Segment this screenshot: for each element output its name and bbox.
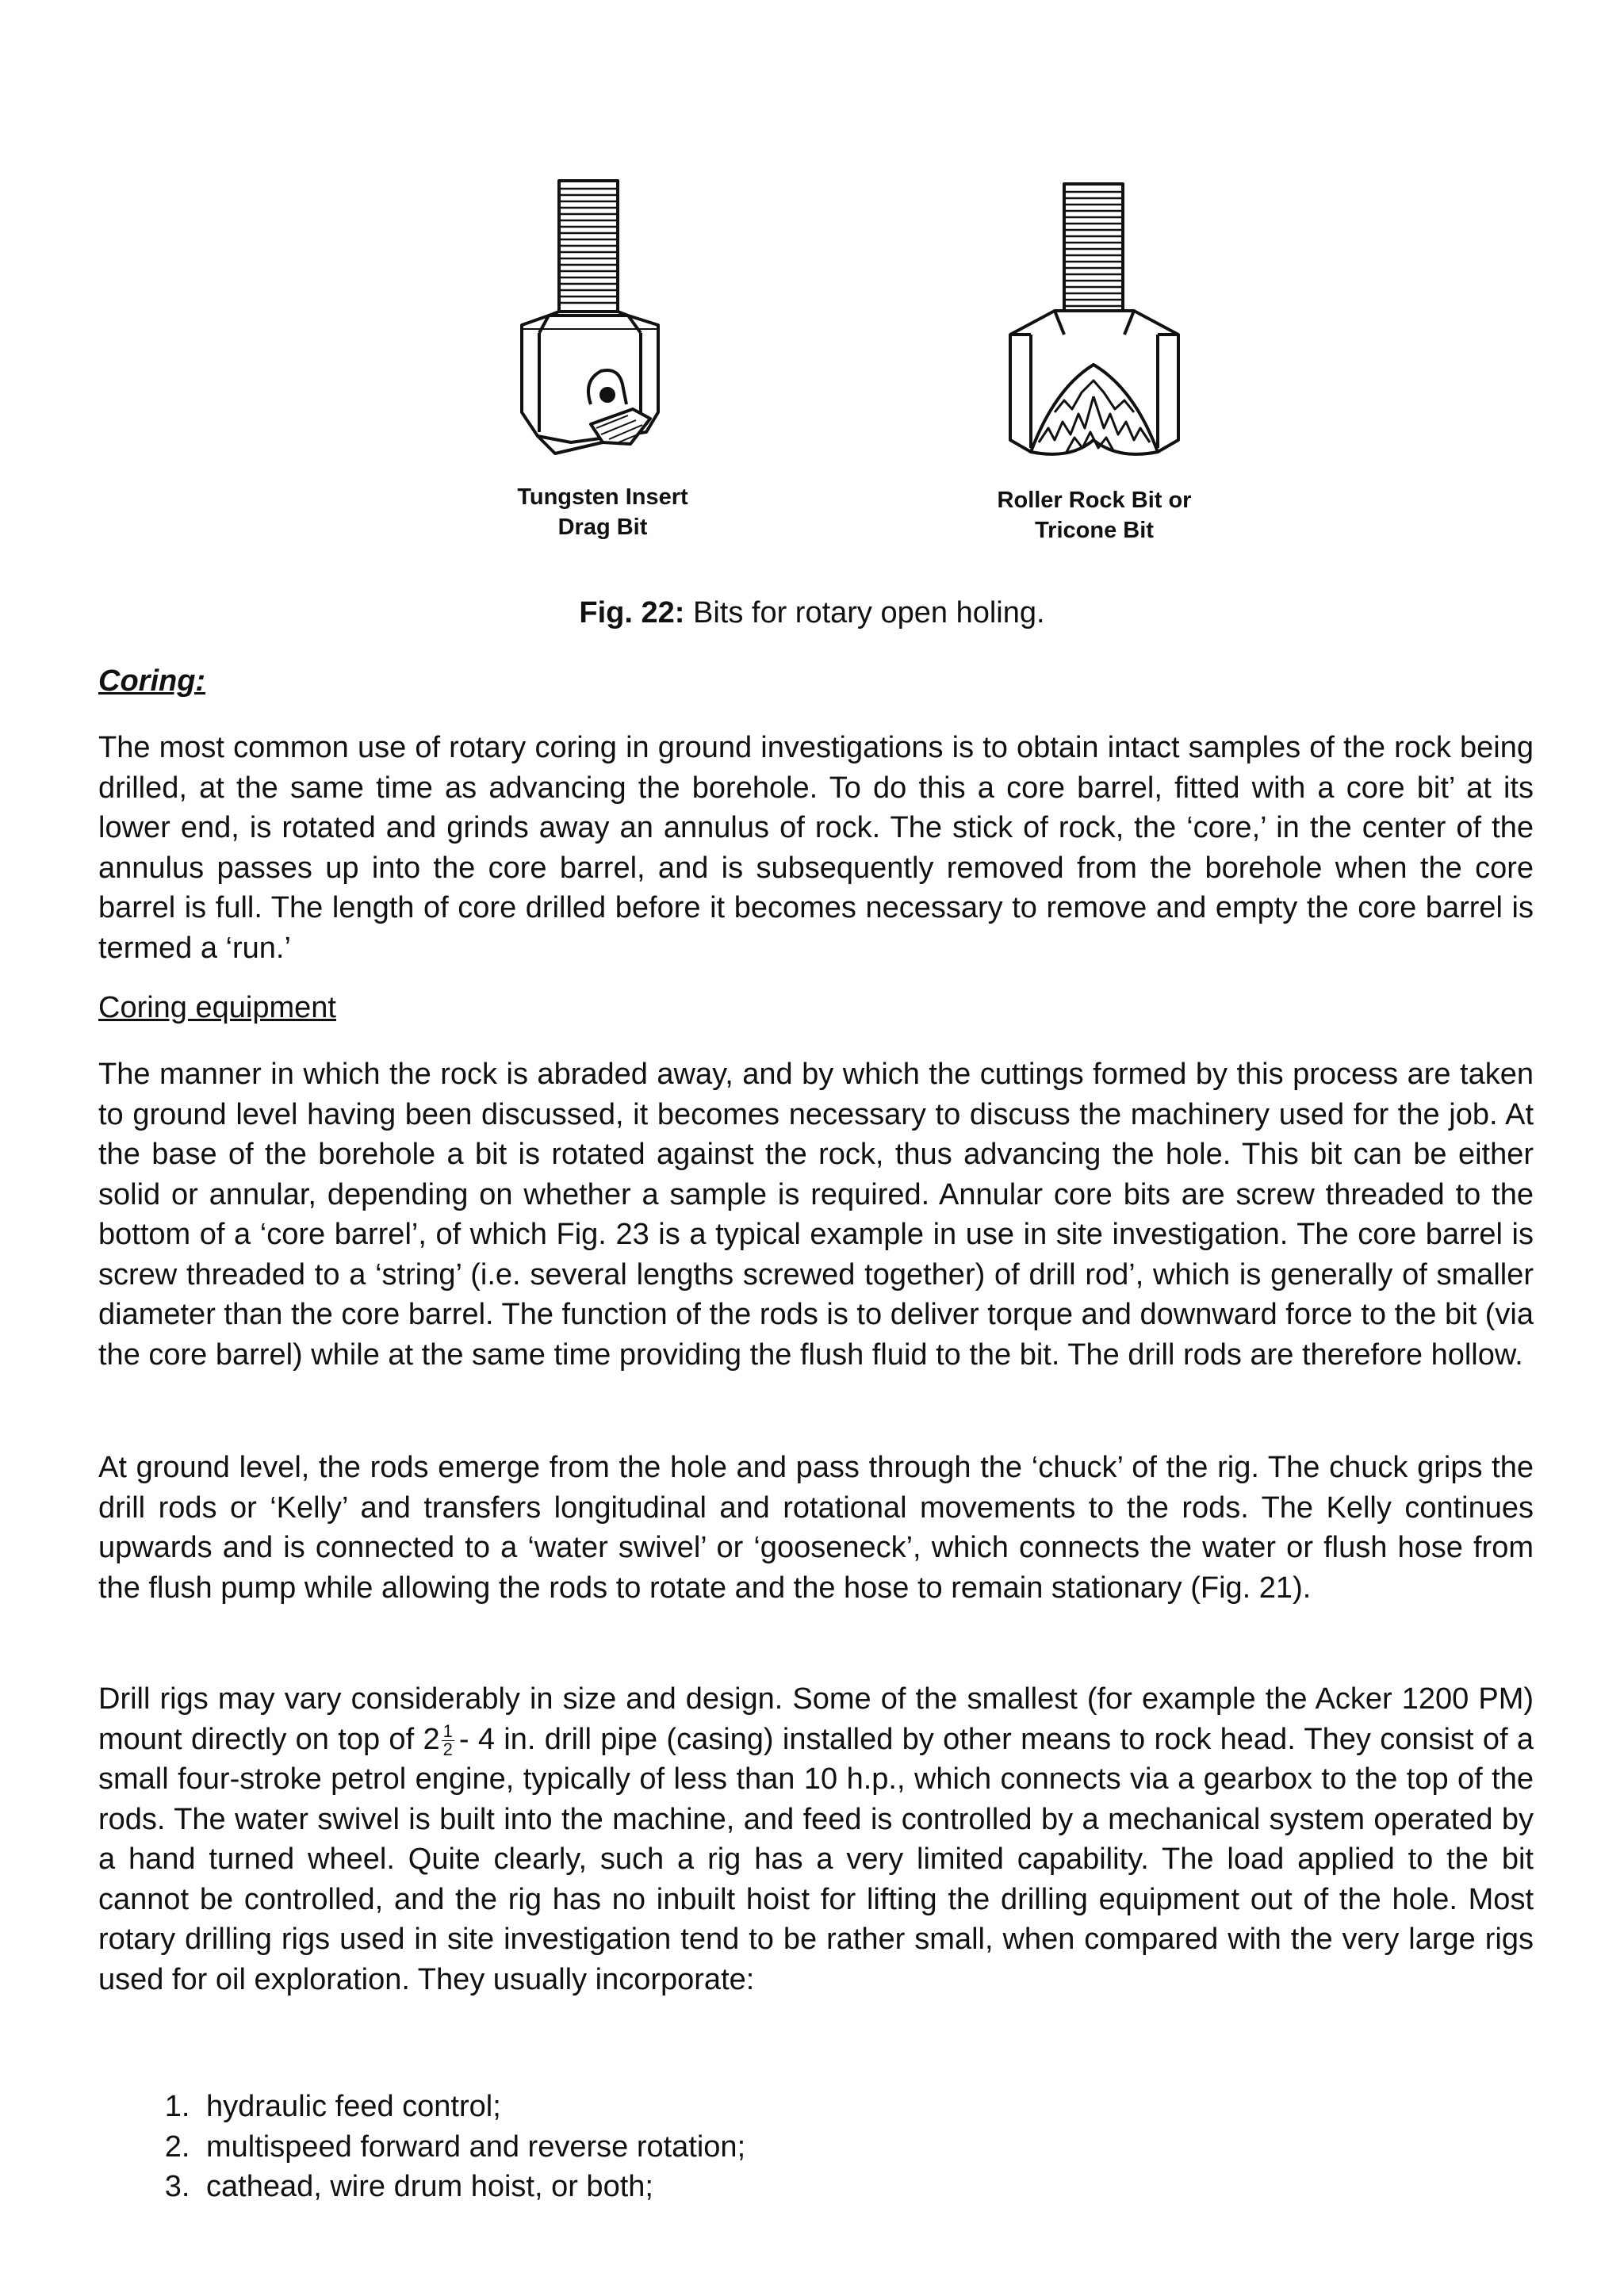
figure-caption (0, 596, 1624, 630)
list-item: 3. cathead, wire drum hoist, or both; (198, 2167, 745, 2207)
drag-bit-label-line2: Drag Bit (557, 515, 648, 540)
tricone-bit-label-line2: Tricone Bit (1035, 518, 1154, 543)
tricone-bit-drawing (1010, 184, 1178, 454)
drag-bit-drawing (522, 181, 658, 453)
subheading-coring-equipment: Coring equipment (98, 991, 336, 1024)
fraction-denominator: 2 (442, 1739, 453, 1759)
paragraph-3: At ground level, the rods emerge from the hole and pass through the ‘chuck’ of the rig. The chuck grips the drill rods or ‘Kelly’ and transfers longitudinal and rotational movements to the rods. The Kelly continues upwards and is connected to a ‘water swivel’ or ‘gooseneck’, which connects the water or flush hose from the flush pump while allowing the rods to rotate and the hose to remain stationary (Fig. 21). (98, 1451, 1534, 1605)
drag-bit-label (492, 482, 714, 542)
drag-bit-label-line1: Tungsten Insert (517, 484, 688, 510)
figure-caption-number: Fig. 22: (579, 596, 685, 629)
fraction-half (442, 1720, 454, 1759)
section-heading: Coring: (98, 664, 206, 698)
paragraph-1: The most common use of rotary coring in ground investigations is to obtain intact samples of the rock being drilled, at the same time as advancing the borehole. To do this a core barrel, fitted with a core bit’ at its lower end, is rotated and grinds away an annulus of rock. The stick of rock, the ‘core,’ in the center of the annulus passes up into the core barrel, and is subsequently removed from the borehole when the core barrel is full. The length of core drilled before it becomes necessary to remove and empty the core barrel is termed a ‘run.’ (98, 731, 1534, 965)
tricone-bit-label-line1: Roller Rock Bit or (997, 488, 1192, 513)
equipment-list (98, 2087, 745, 2207)
figure-caption-text: Bits for rotary open holing. (684, 596, 1045, 629)
list-item: 2. multispeed forward and reverse rotation; (198, 2127, 745, 2168)
figure-22 (420, 127, 1261, 571)
paragraph-4 (98, 1679, 1534, 1999)
paragraph-2: The manner in which the rock is abraded away, and by which the cuttings formed by this process are taken to ground level having been discussed, it becomes necessary to discuss the machinery used for the job. At the base of the borehole a bit is rotated against the rock, thus advancing the hole. This bit can be either solid or annular, depending on whether a sample is required. Annular core bits are screw threaded to the bottom of a ‘core barrel’, of which Fig. 23 is a typical example in use in site investigation. The core barrel is screw threaded to a ‘string’ (i.e. several lengths screwed together) of drill rod’, which is generally of smaller diameter than the core barrel. The function of the rods is to deliver torque and downward force to the bit (via the core barrel) while at the same time providing the flush fluid to the bit. The drill rods are therefore hollow. (98, 1058, 1534, 1372)
paragraph-4-part2: - 4 in. drill pipe (casing) installed by other means to rock head. They consist of a small four-stroke petrol engine, typically of less than 10 h.p., which connects via a gearbox to the top of the rods. The water swivel is built into the machine, and feed is controlled by a mechanical system operated by a hand turned wheel. Quite clearly, such a rig has a very limited capability. The load applied to the bit cannot be controlled, and the rig has no inbuilt hoist for lifting the drilling equipment out of the hole. Most rotary drilling rigs used in site investigation tend to be rather small, when compared with the very large rigs used for oil exploration. They usually incorporate: (98, 1722, 1534, 1996)
tricone-bit-label (959, 485, 1229, 545)
fraction-numerator: 1 (442, 1720, 453, 1741)
list-item: 1. hydraulic feed control; (198, 2087, 745, 2127)
paragraph-4-part1: Drill rigs may vary considerably in size and design. Some of the smallest (for example the Acker 1200 PM) mount directly on top of 2 (98, 1682, 1534, 1756)
